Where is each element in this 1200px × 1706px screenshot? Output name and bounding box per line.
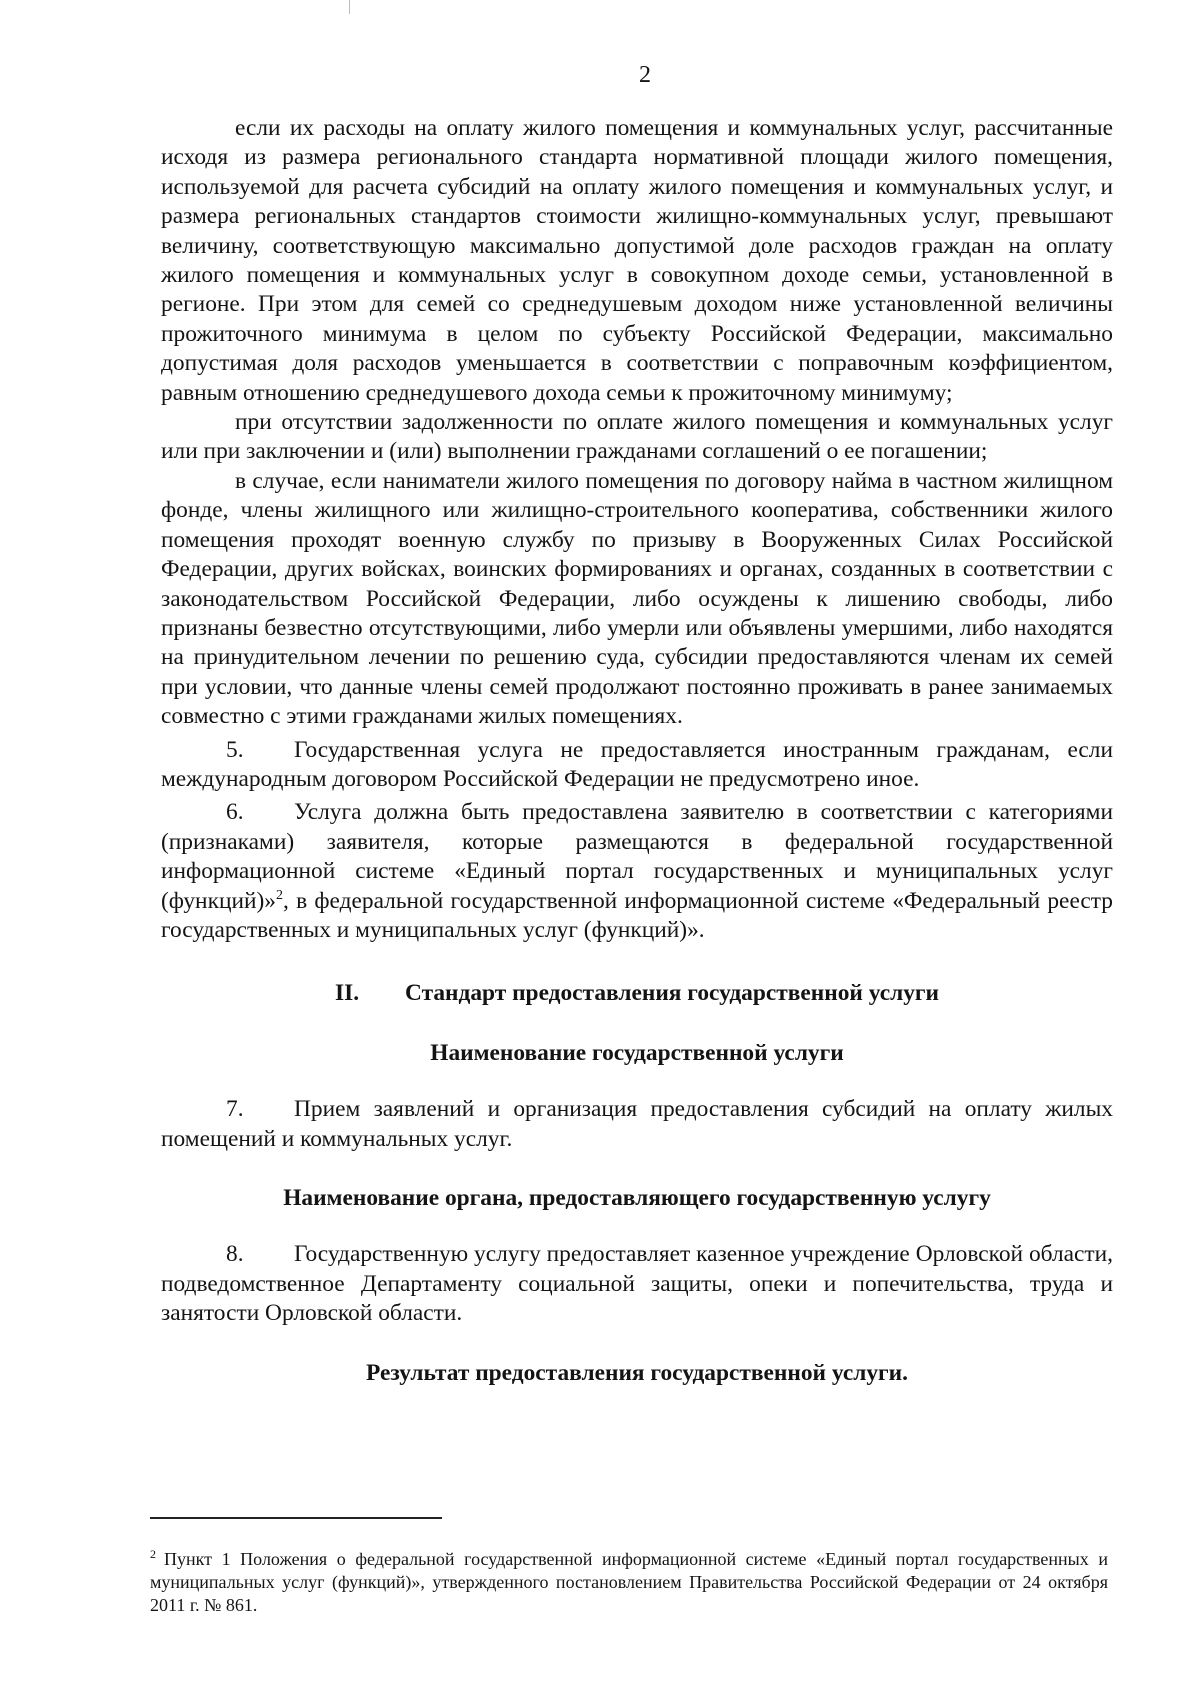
item-8 (161, 1240, 1113, 1328)
page-number: 2 (639, 62, 651, 88)
item-6-text-a: Услуга должна быть предоставлена заявителю в соответствии с категориями (признаками) заявителя, которые размещаются в федеральной государственной информационной системе «Единый портал государственных и муниципальных услуг (функций)» (161, 799, 1113, 914)
item-8-text: Государственную услугу предоставляет казенное учреждение Орловской области, подведомственное Департаменту социальной защиты, опеки и попечительства, труда и занятости Орловской области. (161, 1241, 1113, 1327)
item-5-text: Государственная услуга не предоставляется иностранным гражданам, если международным договором Российской Федерации не предусмотрено иное. (161, 736, 1113, 792)
paragraph-family-members-condition: в случае, если наниматели жилого помещения по договору найма в частном жилищном фонде, члены жилищного или жилищно-строительного кооператива, собственники жилого помещения проходят военную службу по призыву в Вооруженных Силах Российской Федерации, других войсках, воинских формированиях и органах, созданных в соответствии с законодательством Российской Федерации, либо осуждены к лишению свободы, либо признаны безвестно отсутствующими, либо умерли или объявлены умершими, либо находятся на принудительном лечении по решению суда, субсидии предоставляются членам их семей при условии, что данные члены семей продолжают постоянно проживать в ранее занимаемых совместно с этими гражданами жилых помещениях. (161, 467, 1113, 730)
section-roman-numeral: II. (334, 980, 360, 1007)
subheading-service-name: Наименование государственной услуги (430, 1039, 844, 1066)
item-8-number: 8. (226, 1241, 244, 1268)
item-7 (161, 1095, 1113, 1154)
item-7-number: 7. (226, 1096, 244, 1123)
paragraph-no-debt-condition: при отсутствии задолженности по оплате жилого помещения и коммунальных услуг или при заключении и (или) выполнении гражданами соглашений о ее погашении; (161, 409, 1113, 465)
footnote-divider (150, 1517, 442, 1519)
footnote-text: Пункт 1 Положения о федеральной государственной информационной системе «Единый портал государственных и муниципальных услуг (функций)», утвержденного постановлением Правительства Российской Федерации от 24 октября 2011 г. № 861. (150, 1549, 1108, 1615)
paragraph-expenses-condition: если их расходы на оплату жилого помещения и коммунальных услуг, рассчитанные исходя из размера регионального стандарта нормативной площади жилого помещения, используемой для расчета субсидий на оплату жилого помещения и коммунальных услуг, и размера региональных стандартов стоимости жилищно-коммунальных услуг, превышают величину, соответствующую максимально допустимой доле расходов граждан на оплату жилого помещения и коммунальных услуг в совокупном доходе семьи, установленной в регионе. При этом для семей со среднедушевым доходом ниже установленной величины прожиточного минимума в целом по субъекту Российской Федерации, максимально допустимая доля расходов уменьшается в соответствии с поправочным коэффициентом, равным отношению среднедушевого дохода семьи к прожиточному минимуму; (161, 115, 1113, 406)
footnote-reference: 2 (275, 887, 283, 903)
scan-artifact-line (349, 0, 350, 14)
item-6-text-b: , в федеральной государственной информационной системе «Федеральный реестр государственных и муниципальных услуг (функций)». (161, 887, 1113, 943)
item-5 (161, 736, 1113, 795)
item-5-number: 5. (226, 736, 244, 763)
section-title: Стандарт предоставления государственной услуги (404, 980, 940, 1007)
document-body (161, 114, 1113, 1415)
subheading-providing-body: Наименование органа, предоставляющего государственную услугу (283, 1185, 991, 1211)
item-6-number: 6. (226, 799, 244, 826)
section-heading (161, 979, 1113, 1008)
item-6 (161, 798, 1113, 945)
footnote-mark: 2 (150, 1547, 156, 1561)
subheading-service-result: Результат предоставления государственной услуги. (366, 1359, 908, 1386)
item-7-text: Прием заявлений и организация предоставления субсидий на оплату жилых помещений и коммунальных услуг. (161, 1096, 1113, 1152)
footnote (150, 1548, 1108, 1617)
